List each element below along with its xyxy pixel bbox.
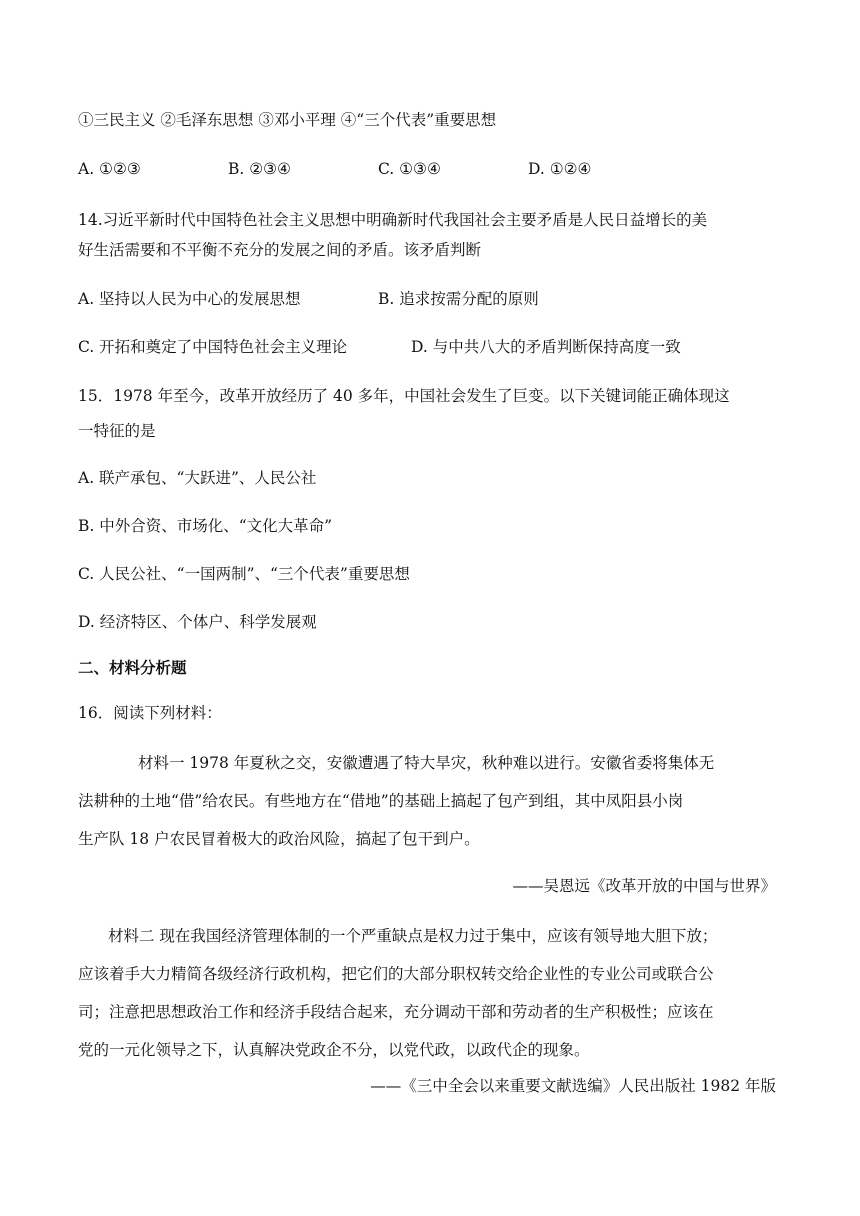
- section-heading: 二、材料分析题: [78, 658, 187, 677]
- q14-option-c: C. 开拓和奠定了中国特色社会主义理论: [78, 338, 348, 356]
- q13-option-b: B. ②③④: [228, 160, 291, 178]
- q14-option-a: A. 坚持以人民为中心的发展思想: [78, 290, 301, 308]
- q14-option-d: D. 与中共八大的矛盾判断保持高度一致: [411, 338, 681, 356]
- material2-line1: 材料二 现在我国经济管理体制的一个严重缺点是权力过于集中，应该有领导地大胆下放；: [108, 927, 718, 945]
- material1-line2: 法耕种的土地“借”给农民。有些地方在“借地”的基础上搞起了包产到组，其中凤阳县小岗: [78, 792, 684, 810]
- material2-source: ——《三中全会以来重要文献选编》人民出版社 1982 年版: [370, 1077, 776, 1095]
- q13-option-a: A. ①②③: [78, 160, 141, 178]
- material1-line1: 材料一 1978 年夏秋之交，安徽遭遇了特大旱灾，秋种难以进行。安徽省委将集体无: [138, 754, 715, 772]
- q16-stem: 16．阅读下列材料：: [78, 704, 222, 722]
- material2-line3: 司；注意把思想政治工作和经济手段结合起来，充分调动干部和劳动者的生产积极性；应该在: [78, 1003, 714, 1021]
- q15-stem-line2: 一特征的是: [78, 422, 156, 440]
- q15-stem-line1: 15．1978 年至今，改革开放经历了 40 多年，中国社会发生了巨变。以下关键词能正确体现这: [78, 387, 730, 405]
- q13-items: ①三民主义 ②毛泽东思想 ③邓小平理 ④“三个代表”重要思想: [78, 111, 497, 129]
- q15-option-d: D. 经济特区、个体户、科学发展观: [78, 613, 317, 631]
- q15-option-c: C. 人民公社、“一国两制”、“三个代表”重要思想: [78, 565, 410, 583]
- q14-stem-line1: 14.习近平新时代中国特色社会主义思想中明确新时代我国社会主要矛盾是人民日益增长的美: [78, 211, 708, 229]
- q14-stem-line2: 好生活需要和不平衡不充分的发展之间的矛盾。该矛盾判断: [78, 241, 482, 259]
- q13-option-c: C. ①③④: [378, 160, 441, 178]
- material2-line2: 应该着手大力精简各级经济行政机构，把它们的大部分职权转交给企业性的专业公司或联合公: [78, 965, 714, 983]
- q14-option-b: B. 追求按需分配的原则: [378, 290, 539, 308]
- material1-source: ——吴恩远《改革开放的中国与世界》: [512, 877, 776, 895]
- material2-line4: 党的一元化领导之下，认真解决党政企不分，以党代政，以政代企的现象。: [78, 1041, 590, 1059]
- material1-line3: 生产队 18 户农民冒着极大的政治风险，搞起了包干到户。: [78, 830, 480, 848]
- q15-option-b: B. 中外合资、市场化、“文化大革命”: [78, 517, 333, 535]
- q13-option-d: D. ①②④: [528, 160, 592, 178]
- q15-option-a: A. 联产承包、“大跃进”、人民公社: [78, 469, 317, 487]
